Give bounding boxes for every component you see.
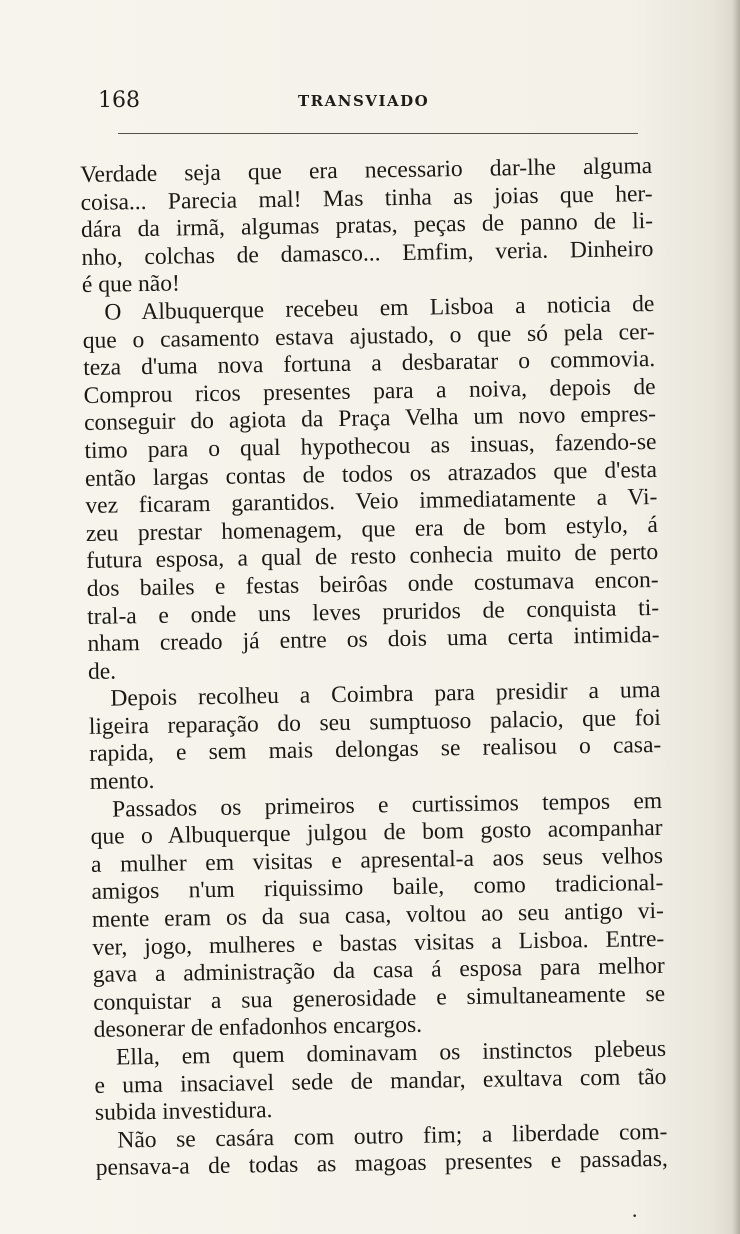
page-number: 168 — [98, 88, 140, 113]
text-line: Não se casára com outro fim; a liberdade com- — [117, 1118, 668, 1154]
text-line: ver, jogo, mulheres e bastas visitas a Lisboa. Entre- — [92, 925, 665, 961]
text-line: nho, colchas de damasco... Emfim, veria. Dinheiro — [81, 235, 654, 271]
text-line: timo para o qual hypothecou as insuas, fazendo-se — [84, 428, 657, 464]
text-line: ligeira reparação do seu sumptuoso palacio, que foi — [88, 704, 662, 740]
text-line: Passados os primeiros e curtissimos tempos em — [111, 787, 663, 823]
print-speck-icon: • — [632, 1212, 638, 1222]
text-line: dos bailes e festas beirôas onde costumava encon- — [86, 566, 659, 602]
text-line: de. — [87, 658, 117, 685]
text-line: que o casamento estava ajustado, o que só pela cer- — [82, 318, 655, 354]
text-line: zeu prestar homenagem, que era de bom estylo, á — [85, 511, 658, 547]
text-line: amigos n'um riquissimo baile, como tradicional- — [91, 870, 664, 906]
text-line: subida investidura. — [94, 1097, 273, 1127]
text-line: que o Albuquerque julgou de bom gosto acompanhar — [90, 815, 663, 851]
text-line: rapida, e sem mais delongas se realisou o casa- — [89, 732, 662, 768]
text-line: mente eram os da sua casa, voltou ao seu antigo vi- — [91, 897, 665, 933]
text-line: conseguir do agiota da Praça Velha um novo empres- — [83, 401, 657, 437]
body-text — [80, 153, 668, 1183]
text-line: nham creado já entre os dois uma certa intimida- — [87, 622, 660, 658]
page-edge-shadow — [732, 0, 740, 1234]
text-line: teza d'uma nova fortuna a desbaratar o commovia. — [83, 346, 656, 382]
text-line: Comprou ricos presentes para a noiva, depois de — [83, 373, 656, 409]
text-line: Ella, em quem dominavam os instinctos plebeus — [115, 1035, 667, 1071]
text-line: futura esposa, a qual de resto conhecia muito de perto — [86, 539, 659, 575]
text-line: conquistar a sua generosidade e simultaneamente se — [93, 980, 666, 1016]
text-line: Verdade seja que era necessario dar-lhe alguma — [80, 153, 653, 188]
running-title: TRANSVIADO — [298, 92, 430, 110]
text-line: coisa... Parecia mal! Mas tinha as joias que her- — [80, 180, 653, 216]
text-line: a mulher em visitas e apresental-a aos seus velhos — [90, 842, 664, 878]
page-header — [98, 88, 658, 118]
header-rule — [118, 133, 638, 134]
text-line: gava a administração da casa á esposa para melhor — [92, 953, 665, 989]
text-line: O Albuquerque recebeu em Lisboa a noticia de — [104, 290, 655, 326]
text-line: é que não! — [81, 270, 181, 299]
text-line: vez ficaram garantidos. Veio immediatamente a Vi- — [85, 484, 658, 520]
text-line: Depois recolheu a Coimbra para presidir a uma — [110, 677, 661, 712]
text-line: então largas contas de todos os atrazados que d'esta — [84, 456, 658, 492]
text-line: desonerar de enfadonhos encargos. — [93, 1012, 423, 1044]
text-line: e uma insaciavel sede de mandar, exultava com tão — [94, 1063, 667, 1099]
text-line: pensava-a de todas as magoas presentes e passadas, — [95, 1146, 668, 1182]
text-line: tral-a e onde uns leves pruridos de conquista ti- — [86, 594, 660, 630]
text-line: mento. — [89, 767, 155, 795]
text-line: dára da irmã, algumas pratas, peças de panno de li- — [80, 208, 654, 244]
